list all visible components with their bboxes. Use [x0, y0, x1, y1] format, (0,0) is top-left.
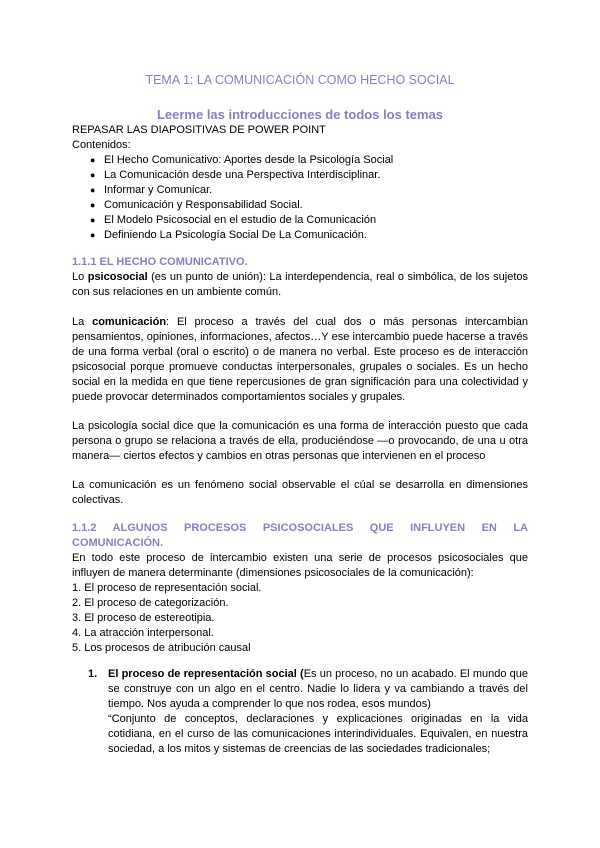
list-item: 2. El proceso de categorización.: [72, 597, 229, 609]
bullet-icon: ●: [90, 230, 96, 240]
document-subtitle: Leerme las introducciones de todos los temas: [156, 107, 444, 122]
list-item: ● La Comunicación desde una Perspectiva Interdisciplinar.: [90, 169, 381, 181]
section-1: [72, 255, 528, 300]
paragraph-psicologia-social: La psicología social dice que la comunicación es una forma de interacción puesto que cada persona o grupo se relaciona a través de ella, produciéndose —o provocando, de una u otra manera— ciertos efectos y cambios en otras personas que intervienen en el proceso: [72, 420, 528, 462]
list-item: ● Informar y Comunicar.: [90, 184, 213, 196]
list-item: ● Comunicación y Responsabilidad Social.: [90, 199, 303, 211]
paragraph-comunicacion: La comunicación: El proceso a través del cual dos o más personas intercambian pensamientos, opiniones, informaciones, afectos…Y ese intercambio puede hacerse a través de una forma verbal (oral o escrito) o de manera no verbal. Este proceso es de interacción psicosocial porque promueve conductas interpersonales, grupales o sociales. Es un hecho social en la medida en que tiene repercusiones de gran significación para una colectividad y puede provocar determinados comportamientos sociales y grupales.: [72, 316, 528, 403]
section-heading: 1.1.2 ALGUNOS PROCESOS PSICOSOCIALES QUE INFLUYEN EN LA: [72, 522, 528, 534]
bullet-icon: ●: [90, 185, 96, 195]
bullet-icon: ●: [90, 200, 96, 210]
repasar-note: REPASAR LAS DIAPOSITIVAS DE POWER POINT: [72, 124, 326, 136]
list-item: ● El Hecho Comunicativo: Aportes desde la Psicología Social: [90, 154, 394, 166]
contenidos-label: Contenidos:: [72, 139, 131, 151]
item-number: 1.: [88, 668, 98, 680]
paragraph-fenomeno: La comunicación es un fenómeno social observable el cúal se desarrolla en dimensiones colectivas.: [72, 479, 528, 506]
list-item: ● El Modelo Psicosocial en el estudio de la Comunicación: [90, 214, 377, 226]
list-item: 4. La atracción interpersonal.: [72, 627, 214, 639]
intro-block: [72, 123, 528, 243]
paragraph-psicosocial: Lo psicosocial (es un punto de unión): La interdependencia, real o simbólica, de los sujetos con sus relaciones en un ambiente común.: [72, 271, 528, 298]
detail-text: El proceso de representación social (Es un proceso, no un acabado. El mundo que se construye con un algo en el centro. Nadie lo lidera y va cambiando a través del tiempo. Nos ayuda a comprender lo que nos rodea, esos mundos): [108, 668, 529, 710]
procesos-list: [72, 581, 528, 656]
list-item: 5. Los procesos de atribución causal: [72, 642, 251, 654]
document-title: TEMA 1: LA COMUNICACIÓN COMO HECHO SOCIAL: [145, 73, 455, 87]
list-item: 1. El proceso de representación social.: [72, 582, 262, 594]
bullet-icon: ●: [90, 215, 96, 225]
section-heading: 1.1.1 EL HECHO COMUNICATIVO.: [72, 256, 248, 268]
section-2: [72, 521, 528, 656]
paragraph-intro: En todo este proceso de intercambio existen una serie de procesos psicosociales que influyen de manera determinante (dimensiones psicosociales de la comunicación):: [72, 552, 528, 579]
list-item: 3. El proceso de estereotipia.: [72, 612, 215, 624]
bullet-icon: ●: [90, 170, 96, 180]
section-heading-cont: COMUNICACIÓN.: [72, 537, 164, 549]
contenidos-list: [72, 153, 528, 243]
detail-quote: “Conjunto de conceptos, declaraciones y explicaciones originadas en la vida cotidiana, en el curso de las comunicaciones interindividuales. Equivalen, en nuestra sociedad, a los mitos y sistemas de creencias de las sociedades tradicionales;: [108, 713, 528, 755]
bullet-icon: ●: [90, 155, 96, 165]
list-item: ● Definiendo La Psicología Social De La Comunicación.: [90, 229, 367, 241]
